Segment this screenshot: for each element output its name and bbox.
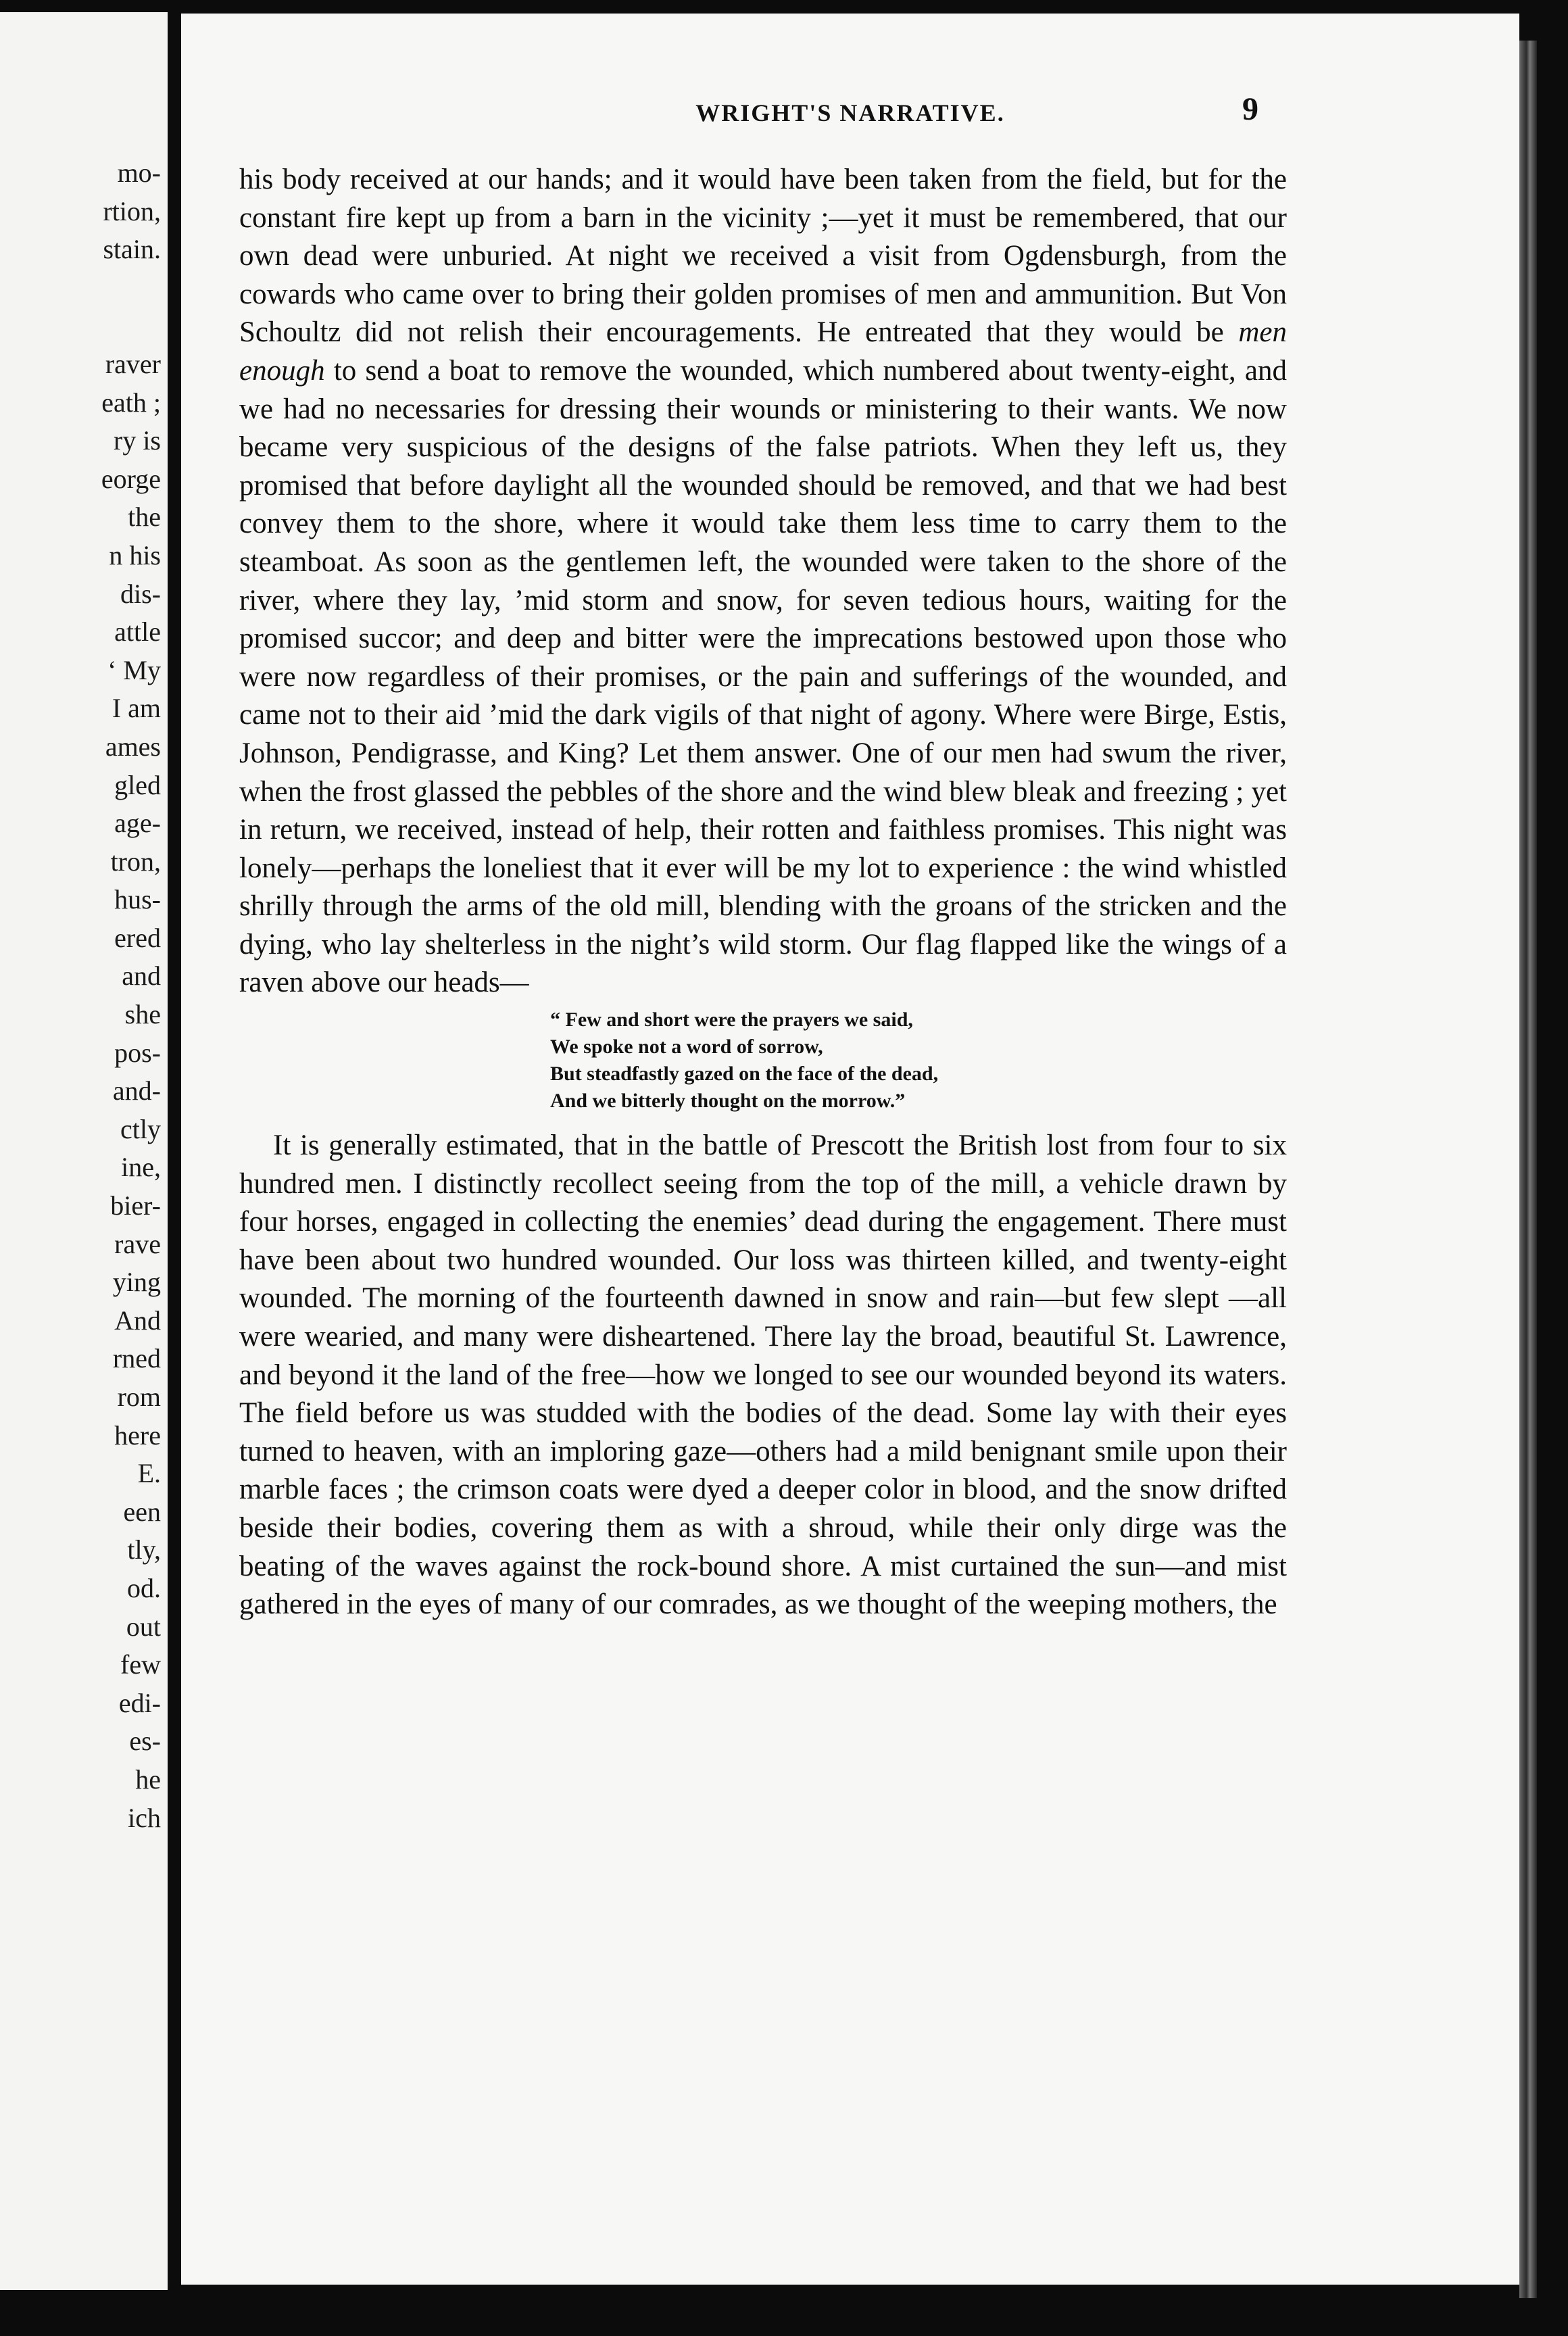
left-page-fragment: es- bbox=[129, 1726, 161, 1757]
paragraph-1-emphasis: men enough bbox=[239, 316, 1287, 387]
left-page-fragment: gled bbox=[114, 769, 161, 800]
paragraph-2: It is generally estimated, that in the battle of Prescott the British lost from four to six hundred men. I distinctly recollect seeing from the top of the mill, a vehicle drawn by four horses, engaged in collecting the enemies’ dead during the engagement. There must have been about two hundred wounded. Our loss was thirteen killed, and twenty-eight wounded. The morning of the fourteenth dawned in snow and rain—but few slept —all were wearied, and many were disheartened. There lay the broad, beautiful St. Lawrence, and beyond it the land of the free—how we longed to see our wounded beyond its waters. The field before us was studded with the bodies of the dead. Some lay with their eyes turned to heaven, with an imploring gaze—others had a mild benignant smile upon their marble faces ; the crimson coats were dyed a deeper color in blood, and the snow drifted beside their bodies, covering them as with a shroud, while their only dirge was the beating of the waves against the rock-bound shore. A mist curtained the sun—and mist gathered in the eyes of many of our comrades, as we thought of the weeping mothers, the bbox=[239, 1129, 1287, 1621]
left-page-fragment: ry is bbox=[114, 425, 161, 456]
left-page-fragment: and- bbox=[112, 1075, 161, 1106]
main-page bbox=[181, 14, 1519, 2285]
page-edge bbox=[1519, 41, 1537, 2298]
page-number: 9 bbox=[1242, 91, 1258, 127]
left-page-fragment bbox=[101, 307, 161, 345]
left-page-fragment: rtion, bbox=[103, 195, 161, 226]
left-page-fragment: the bbox=[128, 502, 161, 533]
verse-quote bbox=[550, 1006, 1287, 1115]
left-page-fragment: out bbox=[126, 1611, 161, 1642]
left-page-fragment: ine, bbox=[121, 1152, 161, 1183]
left-page-fragment: hus- bbox=[114, 884, 161, 915]
left-page-fragment: And bbox=[114, 1305, 161, 1336]
left-page-fragment: n his bbox=[109, 539, 161, 570]
left-page-fragment: I am bbox=[112, 693, 161, 724]
left-page-fragments bbox=[101, 154, 161, 1837]
left-page-fragment: edi- bbox=[118, 1687, 161, 1718]
running-title: WRIGHT'S NARRATIVE. bbox=[695, 99, 1005, 126]
left-page-fragment: eath ; bbox=[101, 387, 161, 418]
left-page-fragment: rave bbox=[114, 1228, 161, 1259]
left-page-fragment: rom bbox=[117, 1382, 161, 1412]
paragraph-1-part-2: to send a boat to remove the wounded, which numbered about twenty-eight, and we had no necessaries for dressing their wounds or ministering to their wants. We now became very suspicious of the designs of the false patriots. When they left us, they promised that before daylight all the wounded should be removed, and that we had best convey them to the shore, where it would take them less time to carry them to the steamboat. As soon as the gentlemen left, the wounded were taken to the shore of the river, where they lay, ’mid storm and snow, for seven tedious hours, waiting for the promised succor; and deep and bitter were the imprecations bestowed upon those who were now regardless of their promises, or the pain and sufferings of the wounded, and came not to their aid ’mid the dark vigils of that night of agony. Where were Birge, Estis, Johnson, Pendigrasse, and King? Let them answer. One of our men had swum the river, when the frost glassed the pebbles of the shore and the wind blew bleak and freezing ; yet in return, we received, instead of help, their rotten and faithless promises. This night was lonely—perhaps the loneliest that it ever will be my lot to experience : the wind whistled shrilly through the arms of the old mill, blending with the groans of the stricken and the dying, who lay shelterless in the night’s wild storm. Our flag flapped like the wings of a raven above our heads— bbox=[239, 354, 1287, 999]
verse-line: We spoke not a word of sorrow, bbox=[550, 1036, 823, 1058]
left-page-fragment: tly, bbox=[127, 1534, 161, 1565]
body-text bbox=[239, 161, 1287, 1624]
left-page-fragment: od. bbox=[127, 1572, 161, 1603]
left-page-fragment: ‘ My bbox=[107, 654, 161, 685]
left-page-fragment: bier- bbox=[110, 1190, 161, 1221]
left-page-fragment: ich bbox=[128, 1802, 161, 1833]
left-page-fragment: stain. bbox=[103, 234, 161, 265]
page-header bbox=[181, 87, 1519, 127]
left-page-fragment: tron, bbox=[110, 846, 161, 877]
left-page-fragment: and bbox=[122, 960, 161, 992]
left-page-fragment: ctly bbox=[120, 1113, 161, 1144]
left-page-fragment: een bbox=[123, 1496, 161, 1527]
left-page-fragment: rned bbox=[112, 1343, 161, 1374]
left-page-fragment: she bbox=[124, 999, 161, 1030]
left-page-fragment: here bbox=[114, 1419, 161, 1451]
left-page-fragment: ered bbox=[114, 922, 161, 953]
left-page-fragment: ying bbox=[112, 1267, 161, 1298]
left-page-fragment: age- bbox=[114, 808, 161, 839]
left-page-fragment: attle bbox=[114, 616, 161, 648]
left-page-fragment: dis- bbox=[120, 578, 161, 609]
book-gutter bbox=[168, 0, 181, 2336]
left-page-fragment: ames bbox=[105, 731, 161, 762]
left-page-fragment: eorge bbox=[101, 463, 161, 494]
left-page bbox=[0, 12, 168, 2290]
left-page-fragment: pos- bbox=[114, 1037, 161, 1068]
left-page-fragment: few bbox=[120, 1649, 161, 1680]
paragraph-1-part-1: his body received at our hands; and it would have been taken from the field, but for the constant fire kept up from a barn in the vicinity ;—yet it must be remembered, that our own dead were unburied. At night we received a visit from Ogdensburgh, from the cowards who came over to bring their golden promises of men and ammunition. But Von Schoultz did not relish their encouragements. He entreated that they would be bbox=[239, 164, 1287, 349]
verse-line: “ Few and short were the prayers we said, bbox=[550, 1008, 913, 1031]
left-page-fragment: he bbox=[135, 1763, 161, 1795]
verse-line: But steadfastly gazed on the face of the dead, bbox=[550, 1063, 939, 1086]
paragraph-1 bbox=[239, 161, 1287, 1002]
left-page-fragment: E. bbox=[137, 1458, 161, 1489]
left-page-fragment: mo- bbox=[117, 157, 161, 188]
left-page-fragment: raver bbox=[105, 348, 161, 379]
verse-line: And we bitterly thought on the morrow.” bbox=[550, 1090, 906, 1113]
left-page-fragment bbox=[101, 269, 161, 308]
